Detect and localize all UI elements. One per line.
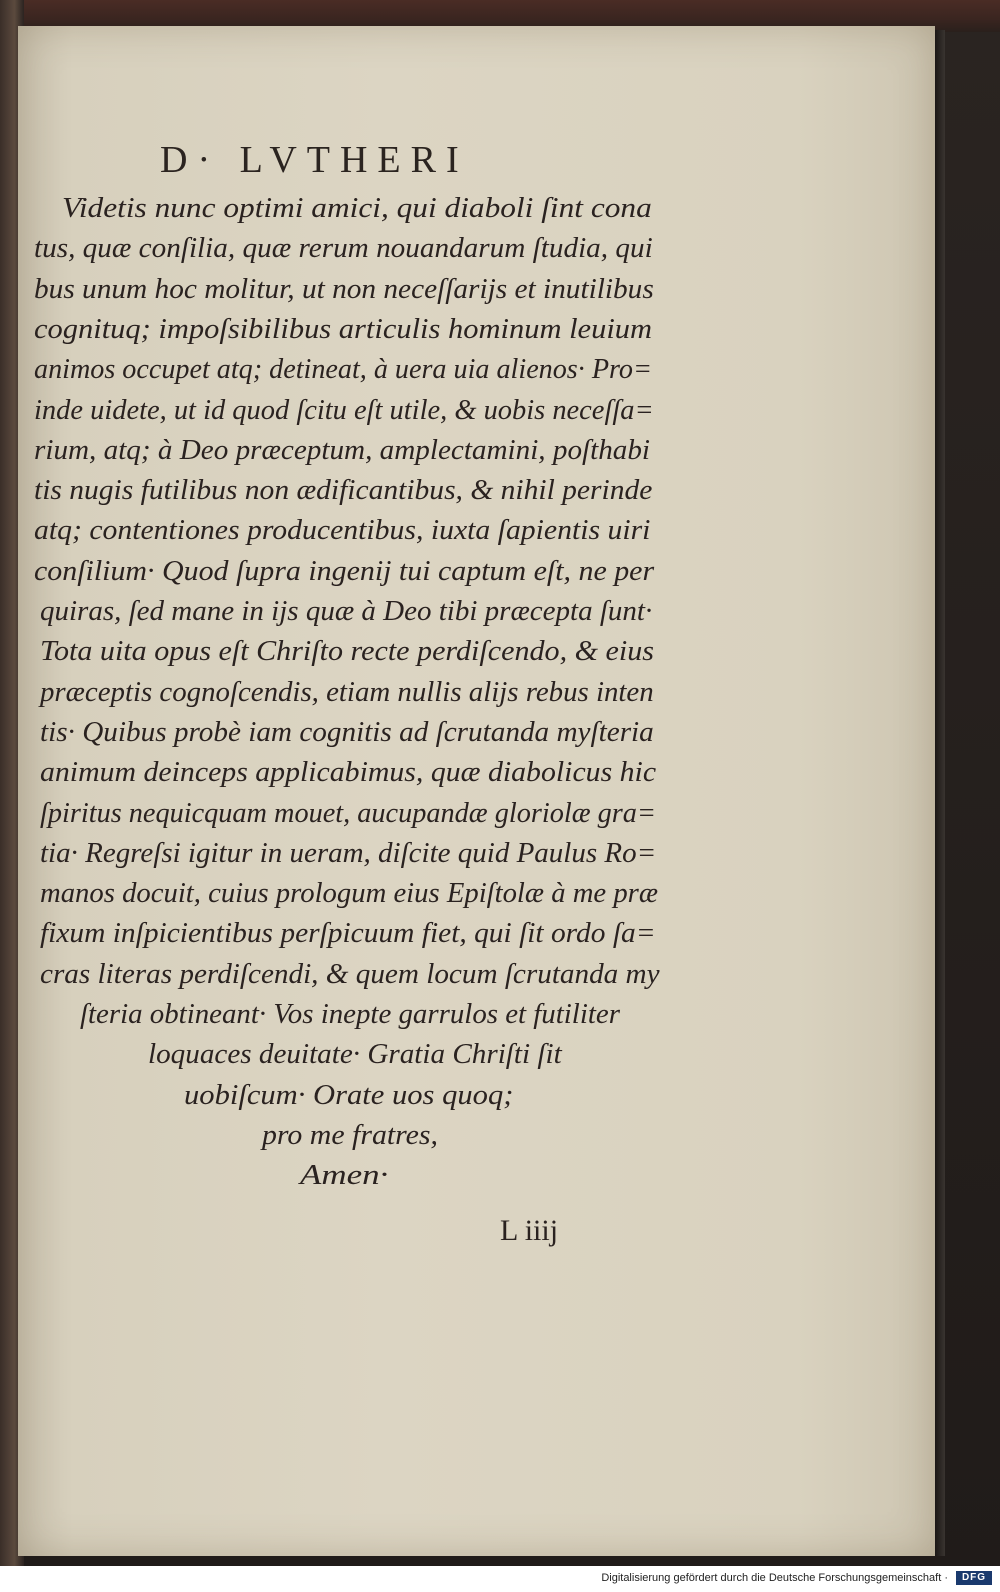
text-line: tia· Regreſsi igitur in ueram, diſcite quid Paulus Ro= [40,836,657,869]
text-line: rium, atq; à Deo præceptum, amplectamini, poſthabi [34,433,651,466]
text-line: bus unum hoc molitur, ut non neceſſarijs et inutilibus [34,272,654,305]
text-line: Amen· [300,1159,389,1192]
digitization-credit: Digitalisierung gefördert durch die Deutsche Forschungsgemeinschaft · [601,1572,948,1584]
text-line: manos docuit, cuius prologum eius Epiſtolæ à me præ [40,877,658,910]
signature-mark: L iiij [500,1214,559,1247]
text-line: tis nugis futilibus non ædificantibus, & nihil perinde [34,474,653,507]
text-line: inde uidete, ut id quod ſcitu eſt utile, & uobis neceſſa= [34,393,654,426]
text-line: loquaces deuitate· Gratia Chriſti ſit [148,1038,562,1071]
text-line: cognituq; impoſsibilibus articulis hominum leuium [34,312,653,345]
text-line: uobiſcum· Orate uos quoq; [184,1078,514,1111]
text-line: pro me fratres, [262,1118,439,1151]
text-line: conſilium· Quod ſupra ingenij tui captum eſt, ne per [34,554,655,587]
text-line: Videtis nunc optimi amici, qui diaboli ſint cona [62,192,652,224]
text-line: atq; contentiones producentibus, iuxta ſapientis uiri [34,514,651,547]
text-line: cras literas perdiſcendi, & quem locum ſcrutanda my [40,957,660,990]
dfg-logo-icon: DFG [956,1571,992,1585]
text-line: animum deinceps applicabimus, quæ diabolicus hic [40,756,657,789]
text-line: fixum inſpicientibus perſpicuum fiet, qui ſit ordo ſa= [40,917,656,950]
text-line: Tota uita opus eſt Chriſto recte perdiſcendo, & eius [40,635,654,668]
text-line: quiras, ſed mane in ijs quæ à Deo tibi præcepta ſunt· [40,595,653,627]
body-text [0,188,935,1408]
text-line: præceptis cognoſcendis, etiam nullis alijs rebus inten [40,675,654,708]
page-edge-shadow [935,30,945,1556]
text-line: tus, quæ conſilia, quæ rerum nouandarum ſtudia, qui [34,232,653,265]
text-line: ſteria obtineant· Vos inepte garrulos et futiliter [80,998,620,1030]
running-head: D· LVTHERI [160,139,469,181]
text-line: tis· Quibus probè iam cognitis ad ſcrutanda myſteria [40,715,654,748]
text-line: animos occupet atq; detineat, à uera uia alienos· Pro= [34,353,652,386]
text-line: ſpiritus nequicquam mouet, aucupandæ gloriolæ gra= [40,796,657,829]
